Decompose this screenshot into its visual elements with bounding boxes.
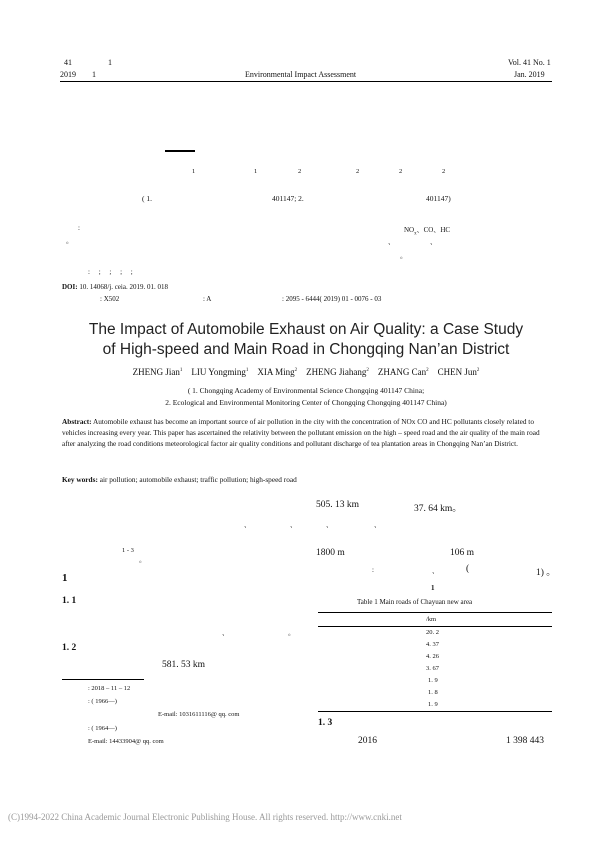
section-1-3-year: 2016: [358, 736, 377, 746]
cn-author-sup: 2: [356, 168, 360, 175]
table-unit-header: /km: [426, 616, 437, 623]
section-1-1-heading: 1. 1: [62, 596, 77, 606]
cn-author-sup: 1: [254, 168, 258, 175]
table-header-rule: [318, 626, 552, 627]
corresponding-author-info: : ( 1964—): [88, 725, 117, 732]
table-ref-open: (: [466, 564, 470, 574]
cn-author-sup: 2: [442, 168, 446, 175]
author-name: ZHANG Can: [377, 367, 427, 377]
table-number: 1: [431, 584, 435, 592]
cn-abstract-period2: 。: [400, 252, 407, 260]
english-affiliation-line2: 2. Ecological and Environmental Monitoring Center of Chongqing Chongqing 401147 China): [165, 398, 447, 407]
table-cell: 4. 26: [426, 653, 439, 660]
author-name: ZHENG Jiahang: [306, 367, 367, 377]
header-journal-name: Environmental Impact Assessment: [245, 70, 357, 79]
document-code: : A: [203, 295, 212, 303]
english-title-line1: The Impact of Automobile Exhaust on Air Quality: a Case Study: [88, 321, 524, 338]
body-mark: 、: [326, 521, 333, 529]
section-1-3-heading: 1. 3: [318, 718, 333, 728]
english-abstract: Abstract: Automobile exhaust has become an important source of air pollution in the city with the concentration of NOx CO and HC pollutants closely related to vehicles increasing every year. This paper has ascertained the relativity between the pollutant emission on the high – speed road and the air quality of the main road after analyzing the road conditions meteorological factor air quality conditions and pollutant discharge of tea plantation areas in Chongqing Nan’an District.: [62, 417, 540, 448]
first-author-email: E-mail: 1031611116@ qq. com: [158, 711, 240, 718]
body-colon: :: [372, 566, 374, 574]
header-rule: [60, 81, 552, 82]
issn-article-id: : 2095 - 6444( 2019) 01 - 0076 - 03: [282, 295, 382, 303]
cn-author-sup: 2: [298, 168, 302, 175]
section-1-3-count: 1 398 443: [506, 736, 544, 746]
copyright-footer: (C)1994-2022 China Academic Journal Electronic Publishing House. All rights reserved. http://www.cnki.net: [8, 812, 402, 822]
cn-affiliation-code2: 401147): [426, 194, 451, 203]
road-length-2: 37. 64 km。: [414, 504, 462, 514]
citation-period: 。: [139, 556, 146, 564]
english-affiliation-line1: ( 1. Chongqing Academy of Environmental Science Chongqing 401147 China;: [187, 386, 425, 395]
english-title-line2: of High-speed and Main Road in Chongqing Nan’an District: [102, 341, 510, 358]
cn-abstract-colon: :: [78, 224, 80, 232]
table-cell: 4. 37: [426, 641, 439, 648]
header-date-en: Jan. 2019: [514, 70, 545, 79]
english-authors: ZHENG Jian$^1$ LIU Yongming$^1$ XIA Ming$^2$ ZHENG Jiahang$^2$ ZHANG Can$^2$ CHEN Jun$^2$: [132, 367, 480, 377]
english-keywords: Key words: air pollution; automobile exhaust; traffic pollution; high-speed road: [62, 475, 297, 484]
road-length-total: 581. 53 km: [162, 660, 206, 670]
cn-affiliation-open: ( 1.: [142, 194, 152, 203]
cn-abstract-nox: $NO_x$、CO、HC: [404, 226, 451, 237]
first-author-info: : ( 1966—): [88, 698, 117, 705]
body-mark: 、: [244, 521, 251, 529]
table-cell: 20. 2: [426, 629, 439, 636]
header-month: 1: [92, 70, 96, 79]
author-name: LIU Yongming: [191, 367, 246, 377]
cn-abstract-comma1: 、: [388, 238, 395, 246]
cn-affiliation-code1: 401147; 2.: [272, 194, 304, 203]
header-volume-en: Vol. 41 No. 1: [508, 58, 551, 67]
section-1-2-heading: 1. 2: [62, 643, 77, 653]
header-volume: 41: [64, 58, 72, 67]
table-bottom-rule: [318, 711, 552, 712]
title-dash: [165, 150, 195, 152]
header-year: 2019: [60, 70, 76, 79]
body-mark: 、: [222, 629, 229, 637]
table-cell: 1. 9: [428, 677, 438, 684]
cn-keywords-marks: : ; ; ; ;: [88, 268, 137, 276]
table-top-rule: [318, 612, 552, 613]
table-cell: 1. 8: [428, 689, 438, 696]
corresponding-author-email: E-mail: 14433904@ qq. com: [88, 738, 164, 745]
cn-abstract-period: 。: [66, 237, 73, 245]
footnote-rule: [62, 679, 144, 680]
header-issue: 1: [108, 58, 112, 67]
table-cell: 3. 67: [426, 665, 439, 672]
body-mark: 、: [290, 521, 297, 529]
cn-author-sup: 1: [192, 168, 196, 175]
table-ref-close: 1) 。: [536, 568, 556, 578]
doi-line: DOI: 10. 14068/j. ceia. 2019. 01. 018: [62, 283, 168, 291]
body-mark: 。: [288, 629, 295, 637]
road-length-1: 505. 13 km: [316, 500, 360, 510]
road-length-3: 1800 m: [316, 548, 345, 558]
clc-number: : X502: [100, 295, 120, 303]
author-name: CHEN Jun: [437, 367, 477, 377]
table-caption: Table 1 Main roads of Chayuan new area: [357, 598, 473, 606]
table-cell: 1. 9: [428, 701, 438, 708]
road-length-4: 106 m: [450, 548, 475, 558]
cn-abstract-comma2: 、: [430, 238, 437, 246]
citation-sup: 1 - 3: [122, 547, 134, 554]
author-name: ZHENG Jian: [132, 367, 180, 377]
body-mark: 、: [374, 521, 381, 529]
body-mark: 、: [432, 567, 439, 575]
received-date: : 2018 – 11 – 12: [88, 685, 131, 692]
section-1-heading: 1: [62, 572, 68, 584]
cn-author-sup: 2: [399, 168, 403, 175]
author-name: XIA Ming: [257, 367, 295, 377]
